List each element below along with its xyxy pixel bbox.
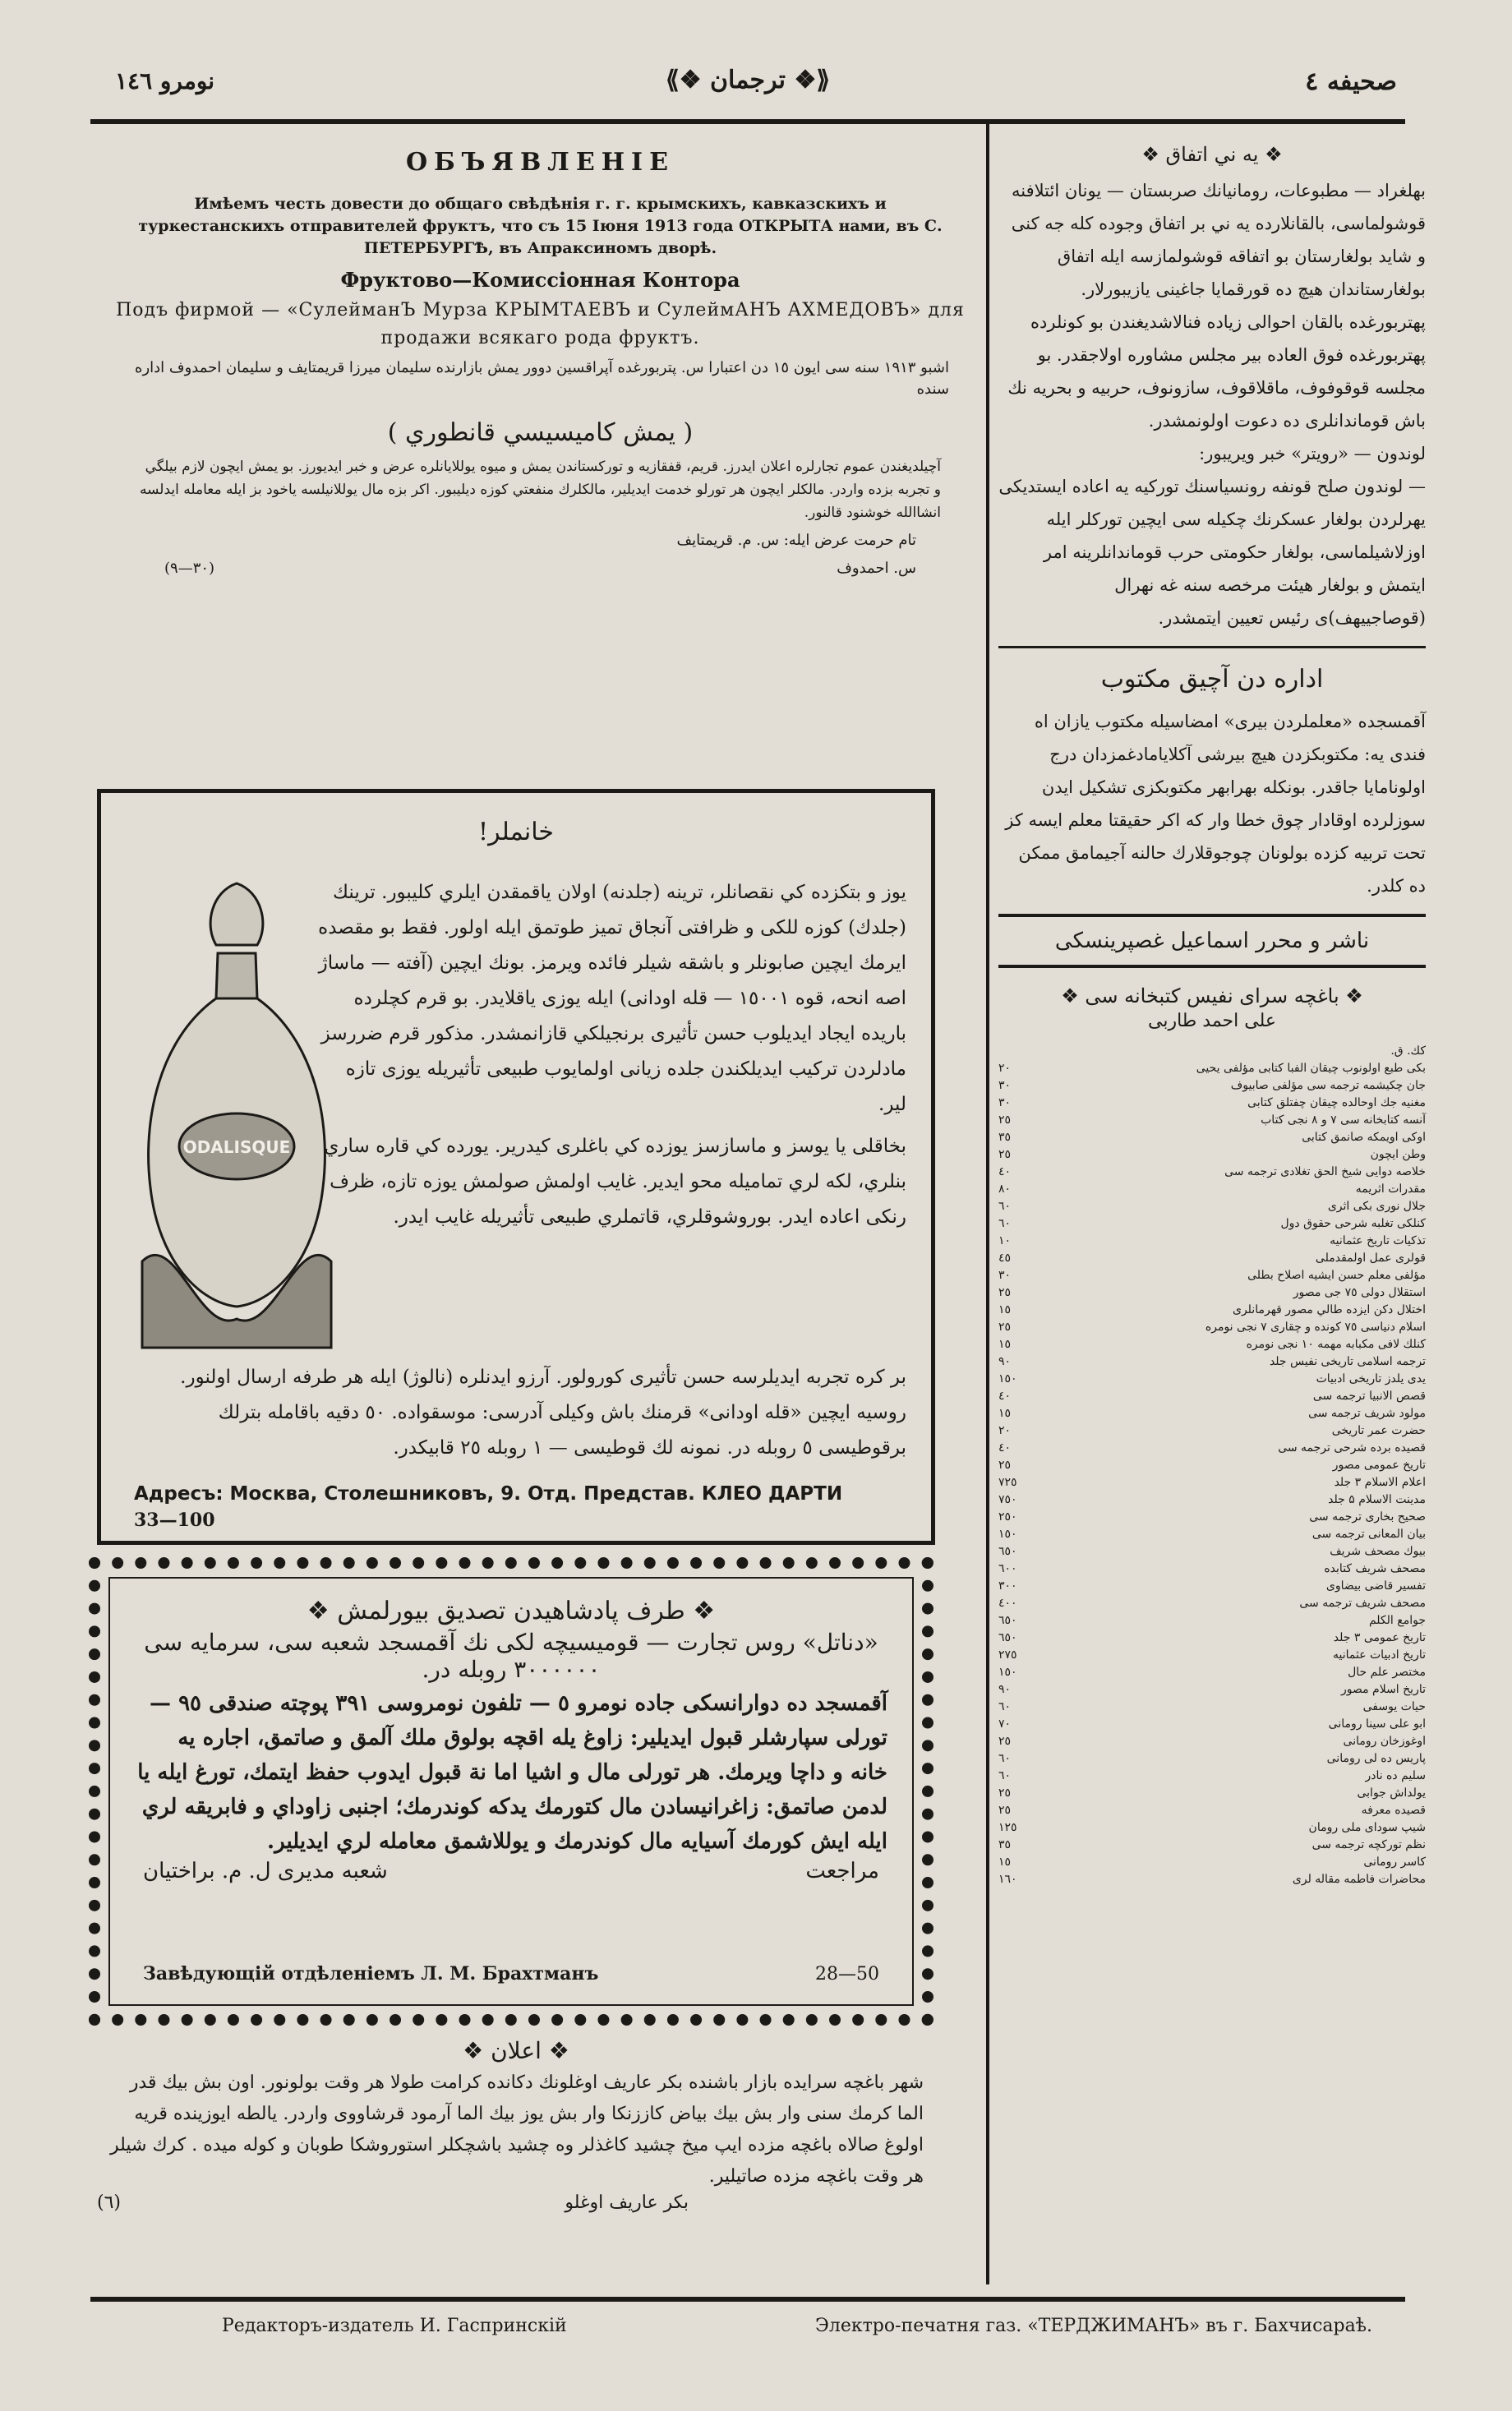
book-price: ٢٥ [998, 1113, 1012, 1127]
cosmetic-ad-title: خانملر! [478, 818, 554, 846]
book-price: ٧٠ [998, 1717, 1012, 1731]
ad-intro: Имѣемъ честь довести до общаго свѣдѣнія г. г. крымскихъ, кавказскихъ и туркестанскихъ отправителей фруктъ, что съ 15 Іюня 1913 года ОТКРЫТА нами, въ С. ПЕТЕРБУРГѢ, въ Апраксиномъ дворѣ. [138, 195, 943, 257]
book-row [998, 1750, 1426, 1768]
book-price: ٦٠٠ [998, 1562, 1017, 1575]
book-row [998, 1388, 1426, 1405]
book-price: ٨٠ [998, 1182, 1012, 1196]
book-price: ٢٥ [998, 1786, 1012, 1800]
book-price: ٣٠ [998, 1269, 1012, 1282]
book-title: مصحف شريف كتابده [1324, 1562, 1426, 1575]
book-title: سليم ده نادر [1365, 1769, 1426, 1782]
book-row [998, 1526, 1426, 1543]
book-row [998, 1284, 1426, 1302]
book-row [998, 1267, 1426, 1284]
book-price: ٩٠ [998, 1355, 1012, 1368]
book-row [998, 1440, 1426, 1457]
cosmetic-ad-box [97, 789, 935, 1545]
book-row [998, 1716, 1426, 1733]
book-price: ٦٠ [998, 1200, 1012, 1213]
book-row [998, 1353, 1426, 1371]
ornament-right-icon: ❖⟫ [794, 66, 831, 95]
book-price: ١٥ [998, 1407, 1012, 1420]
book-title: حضرت عمر تاريخى [1331, 1424, 1426, 1437]
book-price: ٢٧٥ [998, 1648, 1017, 1662]
book-price: ٦٥٠ [998, 1545, 1017, 1558]
book-row [998, 1319, 1426, 1336]
book-title: خلاصه دوايى شيخ الحق تغلادى ترجمه سى [1224, 1165, 1426, 1178]
book-title: تاريخ ادبيات عثمانيه [1332, 1648, 1426, 1662]
bank-ad-contact: مراجعت [805, 1859, 879, 1883]
ornament-icon: ❖ [541, 2037, 569, 2064]
book-price: ١٥٠ [998, 1372, 1017, 1385]
book-title: مصحف شريف ترجمه سى [1299, 1597, 1426, 1610]
book-title: اعلام الاسلام ۳ جلد [1334, 1476, 1426, 1489]
book-row [998, 1198, 1426, 1215]
book-price: ٢٥ [998, 1148, 1012, 1161]
ilan-body: شهر باغچه سرايده بازار باشنده بكر عاريف اوغلونك دكانده كرامت طولا هر وقت بولونور. اون بش بيك قدر الما كرمك سنى وار بش بيك بياض كاززنكا وار بش يوز بيك الما آرمود قرشاووى واردر. يالطه ايوزينده قريه اولوغ صالاه باغچه مزده ايپ ميخ چشيد كاغذلر وه چشيد باشچكلر استوروشكا طوبان و كوله ميده . كرك شيلر هر وقت باغچه مزده صاتيلير. [109, 2072, 924, 2187]
ad-ar-title: ( يمش كاميسيسي قانطوري ) [387, 418, 694, 447]
book-title: صحيح بخارى ترجمه سى [1309, 1510, 1426, 1524]
book-row [998, 1560, 1426, 1578]
book-price: ١٥٠ [998, 1528, 1017, 1541]
cosmetic-ad-full: بر كره تجربه ايديلرسه حسن تأثيرى كورولور. آرزو ايدنلره (نالوژ) ايله هر طرفه ارسال اولنور. روسيه ايچين «قله اودانى» قرمنك باش وكيلى آدرسى: موسقواده. ٥٠ دقيه باقامله بترلك برقوطيسى ٥ روبله در. نمونه لك قوطيسى — ١ روبله ٢٥ قابيكدر. [180, 1367, 906, 1459]
book-title: قصيده برده شرحى ترجمه سى [1278, 1441, 1426, 1454]
ornament-left-icon: ⟪❖ [665, 66, 702, 95]
book-title: اختلال دكن ايزده طالي مصور قهرمانلرى [1232, 1303, 1426, 1316]
book-row [998, 1060, 1426, 1077]
book-price: ٣٠ [998, 1079, 1012, 1092]
open-letter-title: اداره دن آچيق مكتوب [1100, 665, 1324, 694]
book-row [998, 1578, 1426, 1595]
book-title: كنلكى تغلبه شرحى حقوق دول [1280, 1217, 1426, 1230]
column-rule [986, 123, 989, 2284]
book-title: تاريخ عمومى مصور [1332, 1459, 1426, 1472]
book-title: يدى يلدز تاريخى ادبيات [1316, 1372, 1426, 1385]
book-row [998, 1302, 1426, 1319]
ad-heading: Фруктово—Комиссіонная Контора [340, 268, 740, 292]
cosmetic-ad-ref: 33—100 [134, 1510, 215, 1531]
book-title: وطن ايچون [1370, 1148, 1426, 1161]
book-row [998, 1595, 1426, 1612]
book-price: ٤٠ [998, 1441, 1012, 1454]
book-price: ٢٥ [998, 1286, 1012, 1299]
book-row [998, 1095, 1426, 1112]
footer-printer: Электро-печатня газ. «ТЕРДЖИМАНЪ» въ г. Бахчисараѣ. [815, 2316, 1372, 2336]
ornament-icon: ❖ [1339, 984, 1363, 1007]
book-title: بيان المعانى ترجمه سى [1311, 1528, 1426, 1541]
ad-ref: (٣٠—٩) [164, 560, 215, 577]
book-price: ٤٠ [998, 1165, 1012, 1178]
book-price: ٦٥٠ [998, 1631, 1017, 1644]
catalog-title: ❖ باغچه سراى نفيس كتبخانه سى ❖ [1061, 984, 1363, 1007]
book-row [998, 1215, 1426, 1233]
bank-ad-title: ❖ طرف پادشاهيدن تصديق بيورلمش ❖ [307, 1597, 716, 1625]
book-price: ١٠ [998, 1234, 1012, 1247]
book-row [998, 1819, 1426, 1837]
cosmetic-ad-body: يوز و بتكزده كي نقصانلر، ترينه (جلدنه) اولان ياقمقدن ايلري كليبور. ترينك (جلدك) كوزه للكى و ظرافتى آنجاق تميز طوتمق ايله اولور. فقط بو مقصده ايرمك ايچين صابونلر و باشقه شيلر فائده ويرمز. بونك ايچين (آفته — ماساژ اصه انحه، قوه ١٥٠٠١ — قله اودانى) ايله يوزى ياقلايدر. بو قرم كچلرده باريده ايجاد ايديلوب حسن تأثيرى برنجيلكي قازانمشدر. مذكور قرم ضررسز مادلردن تركيب ايديلكندن جلده زيانى اولمايوب طبيعى تأثيريله يوزى تازه لير. بخاقلى يا يوسز و ماسازسز يوزده كي باغلرى كيدرير. يورده كي قاره ساري بنلري، لكه لري تماميله محو ايدير. غايب اولمش صولمش يوزه تازه، ظرف رنكى اعاده ايدر. بوروشوقلري، قاتملري طبيعى تأثيريله غايب ايدر. [318, 882, 906, 1228]
book-title: آنسه كتابخانه سى ٧ و ٨ نجى كتاب [1261, 1113, 1426, 1127]
book-price: ٢٥ [998, 1735, 1012, 1748]
book-title: تاريخ اسلام مصور [1340, 1683, 1426, 1696]
book-row [998, 1181, 1426, 1198]
header-rule [90, 119, 1405, 124]
book-row [998, 1543, 1426, 1560]
book-title: قصيده معرفه [1361, 1804, 1426, 1817]
book-title: اوغوزخان رومانى [1343, 1735, 1426, 1748]
news-para-3: لوندون — «رويتر» خبر ويريبور: [1199, 444, 1426, 463]
ad-signature-2: س. احمدوف [837, 560, 916, 577]
book-title: مغنيه جك اوحالده چيقان چفتلق كتابى [1247, 1096, 1426, 1109]
ad-firm: Подъ фирмой — «СулейманЪ Мурза КРЫМТАЕВЪ и СулеймАНЪ АХМЕДОВЪ» для продажи всякаго рода фруктъ. [116, 300, 965, 348]
ilan-ref: (٦) [97, 2192, 122, 2213]
book-price: ٢٥ [998, 1804, 1012, 1817]
book-title: استقلال دولى ٧٥ جى مصور [1293, 1286, 1426, 1299]
book-title: بكى طبع اولونوب چيقان الفبا كتابى مؤلفى يحيى [1196, 1062, 1426, 1075]
book-price: ٧٥٠ [998, 1493, 1017, 1506]
news-para-1: بهلغراد — مطبوعات، رومانيانك صربستان — يونان ائتلافنه قوشولماسى، بالقانلارده يه ني بر اتفاق وجوده كله جه كنى و شايد بولغارستان بو اتفاقه قوشولمازسه ايله اتفاق بولغارستاندان هيچ ده قورقمايا جاغينى يازيبورلار. [1011, 181, 1426, 299]
book-price: ٦٠ [998, 1217, 1012, 1230]
book-row [998, 1457, 1426, 1474]
page-header [90, 58, 1405, 123]
book-title: جان چكيشمه ترجمه سى مؤلفى صابيوف [1230, 1079, 1426, 1092]
book-row [998, 1630, 1426, 1647]
fruit-office-ad [99, 140, 982, 580]
news-para-2: پهتربورغده بالقان احوالى زياده فنالاشديغندن بو كونلرده پهتربورغده فوق العاده بير مجلس مشاوره اولاجقدر. بو مجلسه قوقوفوف، ماقلاقوف، سازونوف، حربيه و بحريه نك باش قوماندانلرى ده دعوت اولونمشدر. [1007, 312, 1426, 431]
book-title: تاريخ عمومى ۳ جلد [1333, 1631, 1426, 1644]
book-price: ١٥٠ [998, 1666, 1017, 1679]
book-price: ٦٥٠ [998, 1614, 1017, 1627]
bank-ad-ref: 28—50 [815, 1964, 879, 1985]
ad-signature-1: تام حرمت عرض ايله: س. م. قريمتايف [676, 532, 916, 549]
bank-ad-ru-sign: Завѣдующій отдѣленіемъ Л. М. Брахтманъ [143, 1963, 599, 1985]
book-row [998, 1233, 1426, 1250]
book-row [998, 1146, 1426, 1164]
bank-ad-sign: شعبه مديرى ل. م. براختيان [143, 1859, 388, 1883]
book-row [998, 1785, 1426, 1802]
news-heading: ❖ يه ني اتفاق ❖ [1141, 143, 1283, 166]
right-column [998, 140, 1426, 1888]
book-price: ٢٥ [998, 1459, 1012, 1472]
book-price: ١٥ [998, 1338, 1012, 1351]
book-title: محاضرات فاطمه مقاله لرى [1292, 1873, 1426, 1886]
bottle-label: ODALISQUE [182, 1137, 291, 1157]
book-title: مختصر علم حال [1348, 1666, 1426, 1679]
newspaper-title: ⟪❖ ترجمان ❖⟫ [665, 66, 831, 95]
footer-editor: Редакторъ-издатель И. Гаспринскій [222, 2316, 567, 2336]
book-price: ٣٥ [998, 1838, 1012, 1851]
open-letter-body: آقمسجده «معلملردن بيرى» امضاسيله مكتوب يازان اه فندى يه: مكتوبكزدن هيچ بيرشى آكلايامادغمزدان درج اولونامايا جاقدر. بونكله بهرابهر مكتوبكزى تشكيل ايدن سوزلرده اوقادار چوق خطا وار كه اكر حقيقتا معلم ايسه كز تحت تربيه كزده بولونان چوجوقلارك حالنه آجيمامق ممكن ده كلدر. [1005, 712, 1426, 896]
book-price: ٩٠ [998, 1683, 1012, 1696]
ilan-section [97, 2034, 935, 2225]
book-price: ١٦٠ [998, 1873, 1017, 1886]
book-row [998, 1509, 1426, 1526]
book-title: مقدرات اثريمه [1355, 1182, 1426, 1196]
book-row [998, 1250, 1426, 1267]
book-price: ٢٥ [998, 1321, 1012, 1334]
book-row [998, 1474, 1426, 1491]
book-row [998, 1422, 1426, 1440]
book-row [998, 1854, 1426, 1871]
news-para-4: — لوندون صلح قونفه رونسياسنك توركيه يه اعاده ايستديكى يهرلردن بولغار عسكرنك چكيله سى ايچين توركلر ايله اوزلاشيلماسى، بولغار حكومتى حرب قوماندانلرينه امر ايتمش و بولغار هيئت مرخصه سنه غه نهرال (قوصاجييهف)ى رئيس تعيين ايتمشدر. [998, 477, 1426, 628]
book-title: مدينت الاسلام ۵ جلد [1328, 1493, 1426, 1506]
book-title: يولداش جوابى [1357, 1786, 1426, 1800]
page-footer [90, 2309, 1405, 2350]
book-row [998, 1612, 1426, 1630]
book-title: بيوك مصحف شريف [1330, 1545, 1426, 1558]
book-row [998, 1768, 1426, 1785]
book-row [998, 1371, 1426, 1388]
book-row [998, 1647, 1426, 1664]
book-price: ٤٠٠ [998, 1597, 1017, 1610]
book-title: اوكى اويمكه صانمق كتابى [1302, 1131, 1426, 1144]
ornament-icon: ❖ [1141, 143, 1166, 166]
book-title: قصص الانبيا ترجمه سى [1312, 1390, 1426, 1403]
book-row [998, 1336, 1426, 1353]
bank-ad-body: آقمسجد ده دوارانسكى جاده نومرو ٥ — تلفون نومروسى ٣٩١ پوچته صندقى ٩٥ — تورلى سپارشلر قبول ايديلير: زاوغ يله اقچه بولوق ملك آلمق و صاتمق، اجاره يه خانه و داچا ويرمك. هر تورلى مال و اشيا اما نة قبول ايدوب حفظ ايتمك، تورغ ايله يا لدمن صاتمق: زاغرانيسادن مال كتورمك يدكه كوندرمك؛ اجنبى زاوداي و فابريقه لري ايله ايش كورمك آسيايه مال كوندرمك و يوللاشمق معامله لري ايديلير. [137, 1691, 887, 1854]
section-rule [998, 646, 1426, 648]
book-title: كاسر رومانى [1363, 1856, 1426, 1869]
book-row [998, 1129, 1426, 1146]
book-title: ترجمه اسلامى تاريخى نفيس جلد [1269, 1355, 1426, 1368]
publisher-name: ناشر و محرر اسماعيل غصپرينسكى [998, 914, 1426, 968]
book-title: پاريس ده لى رومانى [1326, 1752, 1426, 1765]
ad-title: ОБЪЯВЛЕНІЕ [406, 148, 675, 177]
book-title: اسلام دنياسى ٧٥ كونده و چقارى ٧ نجى نومره [1205, 1321, 1426, 1334]
ilan-title: ❖ اعلان ❖ [463, 2037, 569, 2064]
book-price: ٢٠ [998, 1424, 1012, 1437]
book-price: ٣٠٠ [998, 1579, 1017, 1593]
cosmetic-ad-address: Адресъ: Москва, Столешниковъ, 9. Отд. Представ. КЛЕО ДАРТИ [134, 1483, 843, 1505]
book-title: مولود شريف ترجمه سى [1308, 1407, 1426, 1420]
book-row [998, 1681, 1426, 1699]
page-label: صحيفه ٤ [1305, 67, 1397, 96]
book-list [998, 1043, 1426, 1888]
ornament-icon: ❖ [1258, 143, 1283, 166]
book-title: حيات يوسفى [1362, 1700, 1426, 1713]
bank-ad-sign-row [110, 1859, 912, 1883]
book-row [998, 1405, 1426, 1422]
book-title: نظم توركچه ترجمه سى [1311, 1838, 1426, 1851]
ornament-icon: ❖ [307, 1597, 338, 1625]
book-price: ١٥ [998, 1303, 1012, 1316]
ad-ar-body: آچيلديغندن عموم تجارلره اعلان ايدرز. قريم، قفقازيه و توركستاندن يمش و ميوه يوللايانلره عرض و خبر ايديورز. بو يمش ايچون لازم بيلگي و تجربه بزده واردر. مالكلر ايچون هر تورلو خدمت ايديلير، مالكلرك منفعتي كوزه ديليبور. اكر بزه مال يوللانيلسه ياخود بز ايله معامله ايدلسه انشاالله خوشنود قالنور. [140, 459, 941, 521]
book-price: ٣٥ [998, 1131, 1012, 1144]
book-price: ١٥ [998, 1856, 1012, 1869]
book-row [998, 1077, 1426, 1095]
book-row [998, 1837, 1426, 1854]
ad-ar-intro: اشبو ١٩١٣ سنه سى ايون ١٥ دن اعتبارا س. پتربورغده آپراقسين دوور يمش بازارنده سليمان ميرزا قريمتايف و سليمان احمدوف اداره سنده [135, 359, 949, 398]
book-row [998, 1871, 1426, 1888]
book-price: ٦٠ [998, 1700, 1012, 1713]
book-title: شيپ سوداى ملى رومان [1308, 1821, 1426, 1834]
book-price: ٣٠ [998, 1096, 1012, 1109]
book-price: ١٢٥ [998, 1821, 1017, 1834]
issue-number: نومرو ١٤٦ [115, 67, 215, 95]
book-title: تفسير قاضى بيضاوى [1325, 1579, 1426, 1593]
book-price: ٤٥ [998, 1252, 1012, 1265]
book-row [998, 1733, 1426, 1750]
book-row [998, 1699, 1426, 1716]
book-price: ٢٠ [998, 1062, 1012, 1075]
book-row [998, 1664, 1426, 1681]
ornament-icon: ❖ [1061, 984, 1086, 1007]
book-price: ٢٥٠ [998, 1510, 1017, 1524]
book-price: ٦٠ [998, 1769, 1012, 1782]
footer-rule [90, 2297, 1405, 2302]
bank-ad-subtitle: «دناتل» روس تجارت — قوميسيچه لكى نك آقمسجد شعبه سى، سرمايه سى ٣٠٠٠٠٠٠ روبله در. [144, 1629, 878, 1683]
catalog-author: على احمد طاربى [1147, 1011, 1276, 1031]
book-row [998, 1164, 1426, 1181]
book-title: تذكيات تاريخ عثمانيه [1330, 1234, 1426, 1247]
ad-signature-row [99, 552, 982, 580]
book-row [998, 1802, 1426, 1819]
book-price: ٧٢٥ [998, 1476, 1017, 1489]
book-title: جلال نورى بكى اثرى [1327, 1200, 1426, 1213]
book-row [998, 1491, 1426, 1509]
book-row [998, 1112, 1426, 1129]
ilan-sign: بكر عاريف اوغلو [565, 2192, 689, 2213]
book-title: مؤلفى معلم حسن ايشيه اصلاح بطلى [1247, 1269, 1426, 1282]
book-title: جوامع الكلم [1368, 1614, 1426, 1627]
book-title: ابو على سينا رومانى [1328, 1717, 1426, 1731]
book-list-head: كك. ق. [1390, 1044, 1426, 1058]
ilan-sign-row [97, 2192, 935, 2225]
bank-ad-box [89, 1557, 933, 2026]
book-title: قولرى عمل اولمقدملى [1315, 1252, 1426, 1265]
ornament-icon: ❖ [463, 2037, 491, 2064]
book-title: كنلك لافى مكبابه مهمه ۱۰ نجى نومره [1246, 1338, 1426, 1351]
book-price: ٦٠ [998, 1752, 1012, 1765]
ornament-icon: ❖ [685, 1597, 716, 1625]
book-price: ٤٠ [998, 1390, 1012, 1403]
